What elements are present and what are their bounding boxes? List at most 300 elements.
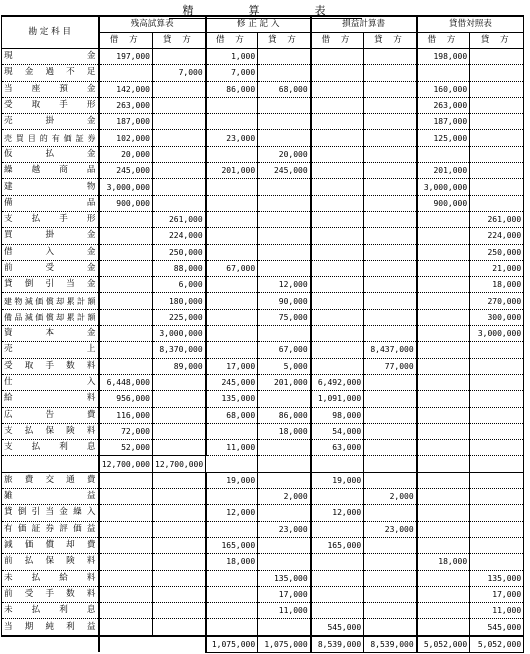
amount-cell xyxy=(206,228,258,244)
amount-cell: 11,000 xyxy=(470,603,524,619)
amount-cell xyxy=(364,114,417,130)
amount-cell xyxy=(417,537,470,553)
amount-cell: 224,000 xyxy=(153,228,206,244)
amount-cell xyxy=(417,146,470,162)
page-title: 精 算 表 xyxy=(0,2,530,19)
worksheet-body xyxy=(2,49,524,653)
amount-cell xyxy=(258,326,311,342)
amount-cell xyxy=(258,195,311,211)
amount-cell xyxy=(417,342,470,358)
amount-cell xyxy=(364,374,417,390)
amount-cell xyxy=(153,537,206,553)
amount-cell xyxy=(258,505,311,521)
total-cell xyxy=(153,636,206,653)
table-row xyxy=(2,374,524,390)
amount-cell xyxy=(470,49,524,65)
account-name: 建物 xyxy=(2,179,99,195)
amount-cell: 17,000 xyxy=(206,358,258,374)
amount-cell xyxy=(364,603,417,619)
amount-cell: 245,000 xyxy=(258,163,311,179)
amount-cell: 18,000 xyxy=(258,423,311,439)
amount-cell xyxy=(311,554,364,570)
amount-cell xyxy=(153,195,206,211)
amount-cell xyxy=(99,342,153,358)
credit-header: 貸 方 xyxy=(470,33,524,49)
amount-cell xyxy=(258,228,311,244)
account-name: 旅費交通費 xyxy=(2,472,99,488)
table-row xyxy=(2,489,524,505)
debit-header: 借 方 xyxy=(311,33,364,49)
amount-cell xyxy=(364,195,417,211)
amount-cell: 12,700,000 xyxy=(99,456,153,472)
amount-cell xyxy=(364,309,417,325)
amount-cell: 86,000 xyxy=(258,407,311,423)
table-row xyxy=(2,97,524,113)
amount-cell: 12,700,000 xyxy=(153,456,206,472)
amount-cell: 68,000 xyxy=(258,81,311,97)
amount-cell xyxy=(153,472,206,488)
table-row xyxy=(2,293,524,309)
amount-cell xyxy=(99,211,153,227)
amount-cell xyxy=(258,49,311,65)
table-row xyxy=(2,244,524,260)
amount-cell xyxy=(99,619,153,636)
trial-balance-header: 残高試算表 xyxy=(99,16,206,33)
amount-cell xyxy=(417,603,470,619)
amount-cell xyxy=(364,407,417,423)
account-name: 繰越商品 xyxy=(2,163,99,179)
amount-cell xyxy=(417,326,470,342)
table-row xyxy=(2,342,524,358)
account-name: 建物減価償却累計額 xyxy=(2,293,99,309)
amount-cell xyxy=(364,456,417,472)
account-name xyxy=(2,456,99,472)
account-name: 売上 xyxy=(2,342,99,358)
amount-cell: 135,000 xyxy=(258,570,311,586)
amount-cell xyxy=(153,179,206,195)
amount-cell xyxy=(417,374,470,390)
amount-cell: 6,000 xyxy=(153,277,206,293)
amount-cell xyxy=(311,179,364,195)
amount-cell: 89,000 xyxy=(153,358,206,374)
amount-cell xyxy=(206,570,258,586)
table-row xyxy=(2,554,524,570)
amount-cell xyxy=(153,97,206,113)
amount-cell xyxy=(206,244,258,260)
amount-cell xyxy=(311,65,364,81)
amount-cell xyxy=(311,114,364,130)
account-name: 有価証券評価益 xyxy=(2,521,99,537)
amount-cell xyxy=(99,326,153,342)
amount-cell: 102,000 xyxy=(99,130,153,146)
amount-cell xyxy=(153,374,206,390)
total-cell: 1,075,000 xyxy=(258,636,311,653)
amount-cell xyxy=(311,244,364,260)
amount-cell: 245,000 xyxy=(99,163,153,179)
amount-cell: 21,000 xyxy=(470,260,524,276)
amount-cell xyxy=(364,472,417,488)
total-cell: 5,052,000 xyxy=(417,636,470,653)
income-statement-header: 損益計算書 xyxy=(311,16,417,33)
amount-cell xyxy=(364,570,417,586)
amount-cell: 19,000 xyxy=(206,472,258,488)
amount-cell xyxy=(311,260,364,276)
amount-cell xyxy=(470,472,524,488)
amount-cell xyxy=(311,342,364,358)
total-cell: 5,052,000 xyxy=(470,636,524,653)
amount-cell xyxy=(417,228,470,244)
amount-cell xyxy=(364,211,417,227)
account-name: 備品減価償却累計額 xyxy=(2,309,99,325)
total-cell: 8,539,000 xyxy=(311,636,364,653)
credit-header: 貸 方 xyxy=(364,33,417,49)
amount-cell xyxy=(258,97,311,113)
amount-cell xyxy=(417,456,470,472)
amount-cell xyxy=(206,456,258,472)
account-name: 当座預金 xyxy=(2,81,99,97)
amount-cell xyxy=(417,423,470,439)
amount-cell: 52,000 xyxy=(99,440,153,456)
amount-cell xyxy=(417,358,470,374)
amount-cell xyxy=(417,521,470,537)
amount-cell: 20,000 xyxy=(258,146,311,162)
amount-cell xyxy=(417,472,470,488)
amount-cell xyxy=(153,146,206,162)
account-name: 給料 xyxy=(2,391,99,407)
amount-cell xyxy=(417,309,470,325)
amount-cell xyxy=(206,489,258,505)
amount-cell xyxy=(417,391,470,407)
amount-cell: 88,000 xyxy=(153,260,206,276)
totals-label xyxy=(2,636,99,653)
amount-cell: 17,000 xyxy=(258,586,311,602)
account-name: 当期純利益 xyxy=(2,619,99,636)
amount-cell: 2,000 xyxy=(258,489,311,505)
amount-cell xyxy=(311,326,364,342)
amount-cell xyxy=(470,195,524,211)
amount-cell xyxy=(206,309,258,325)
amount-cell xyxy=(153,619,206,636)
amount-cell xyxy=(206,146,258,162)
amount-cell: 135,000 xyxy=(206,391,258,407)
amount-cell xyxy=(258,472,311,488)
account-name: 買掛金 xyxy=(2,228,99,244)
table-row xyxy=(2,260,524,276)
amount-cell xyxy=(99,521,153,537)
amount-cell xyxy=(258,619,311,636)
amount-cell: 77,000 xyxy=(364,358,417,374)
amount-cell xyxy=(364,81,417,97)
amount-cell xyxy=(470,81,524,97)
amount-cell: 956,000 xyxy=(99,391,153,407)
amount-cell xyxy=(470,130,524,146)
amount-cell xyxy=(258,260,311,276)
account-name: 前受金 xyxy=(2,260,99,276)
amount-cell xyxy=(311,211,364,227)
credit-header: 貸 方 xyxy=(258,33,311,49)
table-row xyxy=(2,472,524,488)
account-name: 備品 xyxy=(2,195,99,211)
amount-cell xyxy=(364,391,417,407)
table-row xyxy=(2,619,524,636)
amount-cell: 261,000 xyxy=(153,211,206,227)
amount-cell: 1,091,000 xyxy=(311,391,364,407)
amount-cell xyxy=(364,277,417,293)
amount-cell xyxy=(311,603,364,619)
amount-cell: 187,000 xyxy=(99,114,153,130)
amount-cell: 18,000 xyxy=(470,277,524,293)
amount-cell: 12,000 xyxy=(258,277,311,293)
amount-cell xyxy=(364,163,417,179)
amount-cell xyxy=(311,130,364,146)
amount-cell: 12,000 xyxy=(311,505,364,521)
amount-cell xyxy=(99,603,153,619)
account-name: 減価償却費 xyxy=(2,537,99,553)
amount-cell xyxy=(258,554,311,570)
amount-cell xyxy=(311,456,364,472)
amount-cell: 545,000 xyxy=(311,619,364,636)
debit-header: 借 方 xyxy=(206,33,258,49)
amount-cell: 17,000 xyxy=(470,586,524,602)
amount-cell: 225,000 xyxy=(153,309,206,325)
amount-cell: 72,000 xyxy=(99,423,153,439)
amount-cell: 11,000 xyxy=(258,603,311,619)
amount-cell xyxy=(470,489,524,505)
amount-cell: 245,000 xyxy=(206,374,258,390)
amount-cell xyxy=(153,391,206,407)
amount-cell xyxy=(417,489,470,505)
amount-cell xyxy=(206,114,258,130)
amount-cell xyxy=(258,65,311,81)
credit-header: 貸 方 xyxy=(153,33,206,49)
table-row xyxy=(2,358,524,374)
amount-cell xyxy=(99,489,153,505)
amount-cell xyxy=(311,146,364,162)
amount-cell xyxy=(417,440,470,456)
amount-cell xyxy=(99,277,153,293)
account-name: 借入金 xyxy=(2,244,99,260)
amount-cell xyxy=(364,293,417,309)
amount-cell xyxy=(364,505,417,521)
amount-cell xyxy=(258,130,311,146)
table-row xyxy=(2,179,524,195)
amount-cell: 19,000 xyxy=(311,472,364,488)
amount-cell: 187,000 xyxy=(417,114,470,130)
amount-cell xyxy=(153,49,206,65)
amount-cell: 201,000 xyxy=(258,374,311,390)
amount-cell xyxy=(470,65,524,81)
amount-cell: 67,000 xyxy=(258,342,311,358)
amount-cell: 6,448,000 xyxy=(99,374,153,390)
amount-cell xyxy=(470,407,524,423)
amount-cell: 250,000 xyxy=(470,244,524,260)
amount-cell: 160,000 xyxy=(417,81,470,97)
amount-cell xyxy=(311,163,364,179)
amount-cell xyxy=(417,586,470,602)
amount-cell: 86,000 xyxy=(206,81,258,97)
amount-cell xyxy=(364,65,417,81)
amount-cell xyxy=(99,244,153,260)
amount-cell xyxy=(206,211,258,227)
amount-cell xyxy=(311,228,364,244)
amount-cell xyxy=(470,358,524,374)
table-row xyxy=(2,195,524,211)
account-name: 貸倒引当金 xyxy=(2,277,99,293)
account-name: 受取手形 xyxy=(2,97,99,113)
table-row xyxy=(2,423,524,439)
amount-cell xyxy=(153,554,206,570)
amount-cell xyxy=(311,521,364,537)
amount-cell xyxy=(417,277,470,293)
amount-cell xyxy=(206,277,258,293)
amount-cell xyxy=(311,570,364,586)
account-name: 売掛金 xyxy=(2,114,99,130)
table-row xyxy=(2,537,524,553)
amount-cell: 90,000 xyxy=(258,293,311,309)
amount-cell xyxy=(99,65,153,81)
table-row xyxy=(2,163,524,179)
debit-header: 借 方 xyxy=(417,33,470,49)
amount-cell xyxy=(206,521,258,537)
table-row xyxy=(2,146,524,162)
amount-cell: 180,000 xyxy=(153,293,206,309)
account-name: 仮払金 xyxy=(2,146,99,162)
amount-cell xyxy=(364,326,417,342)
amount-cell xyxy=(99,586,153,602)
amount-cell xyxy=(311,309,364,325)
amount-cell: 900,000 xyxy=(417,195,470,211)
amount-cell xyxy=(364,146,417,162)
account-name: 雑益 xyxy=(2,489,99,505)
account-name: 前受手数料 xyxy=(2,586,99,602)
amount-cell xyxy=(153,586,206,602)
amount-cell: 63,000 xyxy=(311,440,364,456)
amount-cell xyxy=(99,472,153,488)
table-row xyxy=(2,603,524,619)
account-name: 仕入 xyxy=(2,374,99,390)
amount-cell xyxy=(311,586,364,602)
amount-cell xyxy=(258,179,311,195)
table-row xyxy=(2,440,524,456)
amount-cell xyxy=(153,603,206,619)
amount-cell: 261,000 xyxy=(470,211,524,227)
amount-cell: 6,492,000 xyxy=(311,374,364,390)
amount-cell xyxy=(470,342,524,358)
amount-cell xyxy=(417,244,470,260)
amount-cell xyxy=(311,81,364,97)
amount-cell xyxy=(99,358,153,374)
account-name: 現金 xyxy=(2,49,99,65)
amount-cell xyxy=(364,440,417,456)
amount-cell: 3,000,000 xyxy=(99,179,153,195)
amount-cell: 18,000 xyxy=(206,554,258,570)
table-row xyxy=(2,114,524,130)
amount-cell xyxy=(417,65,470,81)
amount-cell: 135,000 xyxy=(470,570,524,586)
amount-cell xyxy=(153,81,206,97)
amount-cell: 98,000 xyxy=(311,407,364,423)
table-row xyxy=(2,586,524,602)
amount-cell: 263,000 xyxy=(417,97,470,113)
amount-cell xyxy=(364,130,417,146)
amount-cell: 23,000 xyxy=(258,521,311,537)
table-row xyxy=(2,49,524,65)
amount-cell: 197,000 xyxy=(99,49,153,65)
table-row xyxy=(2,228,524,244)
amount-cell xyxy=(470,97,524,113)
amount-cell xyxy=(417,260,470,276)
amount-cell xyxy=(258,244,311,260)
amount-cell xyxy=(470,505,524,521)
amount-cell: 75,000 xyxy=(258,309,311,325)
amount-cell xyxy=(417,505,470,521)
amount-cell: 67,000 xyxy=(206,260,258,276)
amount-cell xyxy=(364,49,417,65)
account-name: 支払保険料 xyxy=(2,423,99,439)
amount-cell: 545,000 xyxy=(470,619,524,636)
table-row xyxy=(2,570,524,586)
amount-cell xyxy=(364,244,417,260)
amount-cell xyxy=(153,505,206,521)
amount-cell: 23,000 xyxy=(206,130,258,146)
amount-cell xyxy=(153,521,206,537)
amount-cell: 7,000 xyxy=(153,65,206,81)
amount-cell xyxy=(153,440,206,456)
account-name: 支払利息 xyxy=(2,440,99,456)
amount-cell xyxy=(311,49,364,65)
amount-cell xyxy=(153,114,206,130)
amount-cell xyxy=(470,179,524,195)
amount-cell xyxy=(153,163,206,179)
amount-cell xyxy=(470,114,524,130)
amount-cell xyxy=(364,619,417,636)
amount-cell xyxy=(470,456,524,472)
amount-cell xyxy=(364,537,417,553)
table-row xyxy=(2,277,524,293)
table-row xyxy=(2,65,524,81)
amount-cell: 270,000 xyxy=(470,293,524,309)
amount-cell xyxy=(258,391,311,407)
amount-cell: 165,000 xyxy=(311,537,364,553)
amount-cell: 11,000 xyxy=(206,440,258,456)
amount-cell: 7,000 xyxy=(206,65,258,81)
amount-cell: 250,000 xyxy=(153,244,206,260)
amount-cell xyxy=(470,521,524,537)
amount-cell xyxy=(470,423,524,439)
amount-cell xyxy=(470,537,524,553)
total-cell xyxy=(99,636,153,653)
amount-cell xyxy=(364,228,417,244)
table-row xyxy=(2,81,524,97)
amount-cell xyxy=(311,97,364,113)
table-row xyxy=(2,211,524,227)
amount-cell: 3,000,000 xyxy=(417,179,470,195)
amount-cell: 68,000 xyxy=(206,407,258,423)
account-name: 未払給料 xyxy=(2,570,99,586)
amount-cell: 165,000 xyxy=(206,537,258,553)
amount-cell xyxy=(99,505,153,521)
account-name: 現金過不足 xyxy=(2,65,99,81)
adjustments-header: 修 正 記 入 xyxy=(206,16,311,33)
table-row xyxy=(2,391,524,407)
amount-cell: 12,000 xyxy=(206,505,258,521)
amount-cell xyxy=(364,260,417,276)
debit-header: 借 方 xyxy=(99,33,153,49)
account-name: 未払利息 xyxy=(2,603,99,619)
account-name: 資本金 xyxy=(2,326,99,342)
amount-cell xyxy=(99,309,153,325)
amount-cell xyxy=(311,277,364,293)
